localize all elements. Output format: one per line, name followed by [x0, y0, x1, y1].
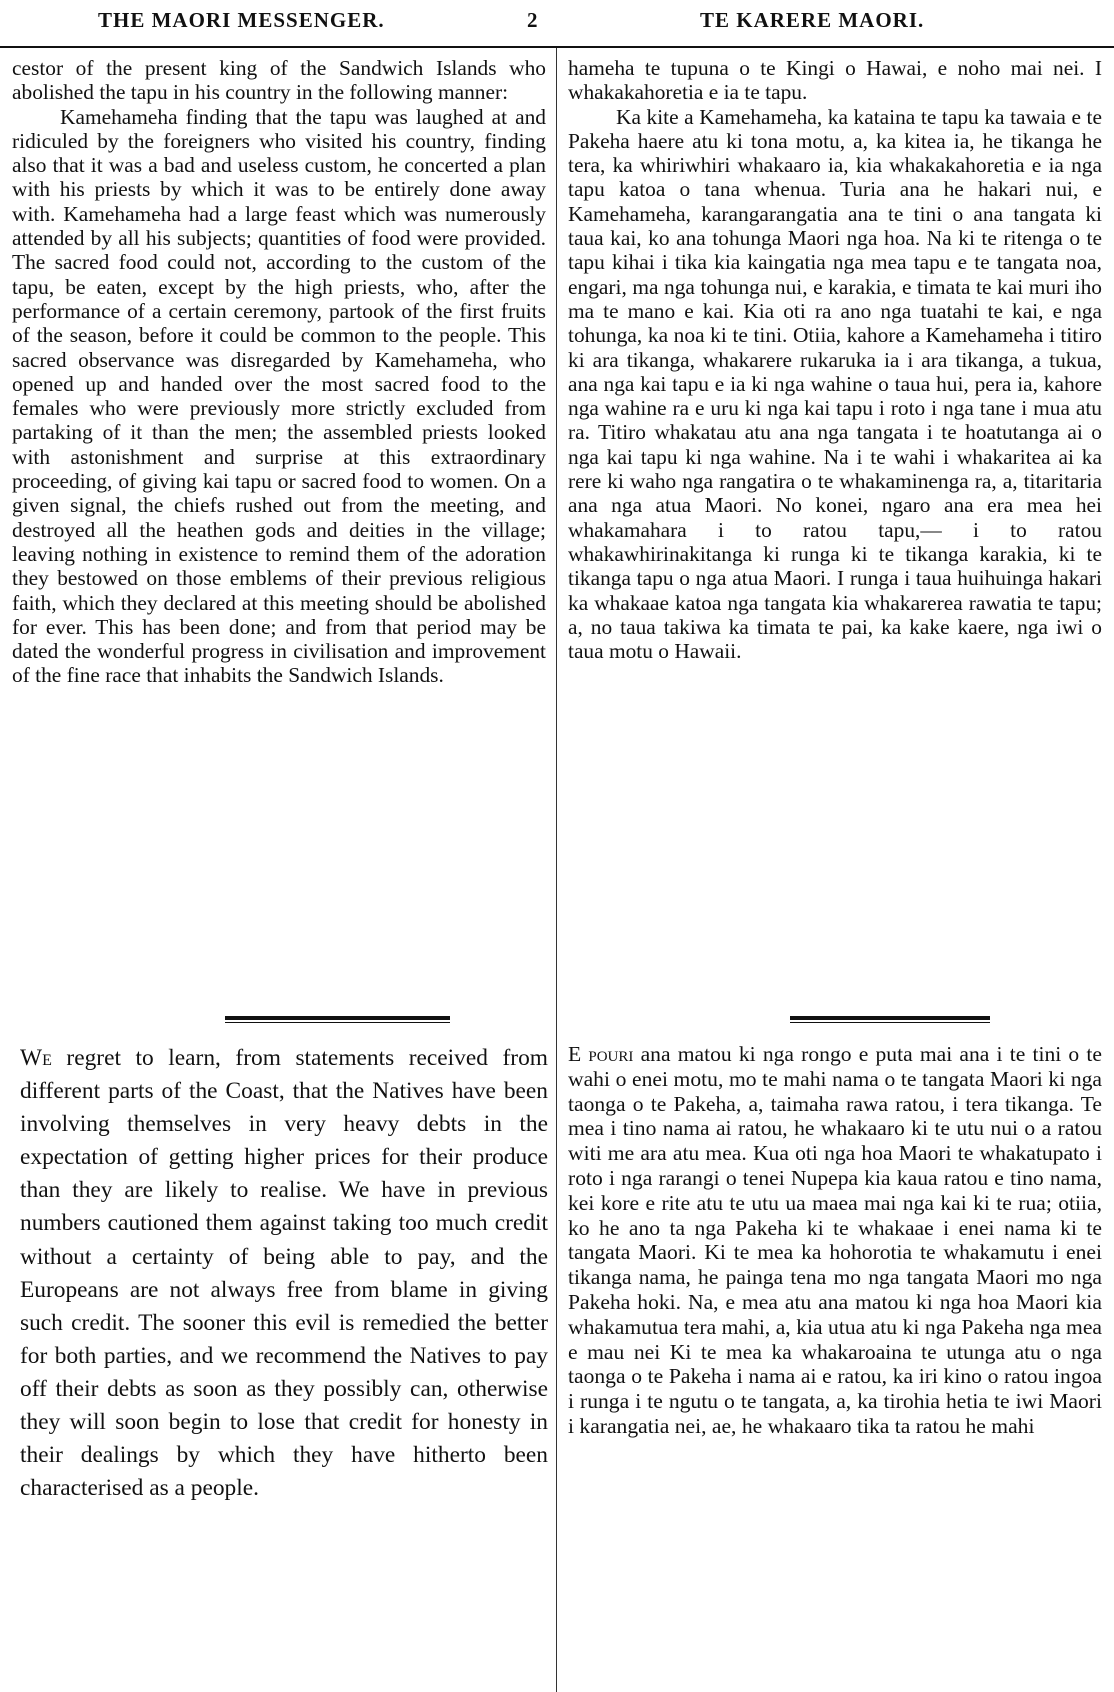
english-debts-paragraph: [20, 1042, 548, 1505]
maori-article-debts: [568, 1042, 1102, 1439]
english-article-debts: [20, 1042, 548, 1505]
page-number: 2: [527, 8, 539, 32]
english-paragraph-2: Kamehameha finding that the tapu was laughed at and ridiculed by the foreigners who visited his country, finding also that it was a bad and useless custom, he concerted a plan with his priests by which it was to be entirely done away with. Kamehameha had a large feast which was numerously attended by all his subjects; quantities of food were provided. The sacred food could not, according to the custom of the tapu, be eaten, except by the high priests, who, after the performance of a certain ceremony, partook of the first fruits of the season, before it could be common to the people. This sacred observance was disregarded by Kamehameha, who opened up and handed over the most sacred food to the females who were previously more strictly excluded from partaking of it than the men; the assembled priests looked with astonishment and surprise at this extraordinary proceeding, of giving kai tapu or sacred food to women. On a given signal, the chiefs rushed out from the meeting, and destroyed all the heathen gods and deities in the village; leaving nothing in existence to remind them of the adoration they bestowed on those emblems of their previous religious faith, which they declared at this meeting should be abolished for ever. This has been done; and from that period may be dated the wonderful progress in civilisation and improvement of the fine race that inhabits the Sandwich Islands.: [12, 104, 546, 688]
english-article-tapu: [12, 56, 546, 688]
column-divider: [556, 48, 557, 1692]
maori-paragraph-2: Ka kite a Kamehameha, ka kataina te tapu ka tawaia e te Pakeha haere atu ki tona motu, a, ka kitea ia, he tikanga he tera, ka whiriwhiri whakaaro ia, kia whakakahoretia e ia nga tapu katoa o tana whenua. Turia ana he hakari nui, e Kamehameha, karangarangatia ana te tini o ana tangata ki taua kai, ko ana tohunga Maori nga hoa. Na ki te ritenga o te tapu kihai i tika kia kaingatia nga mea tapu e te tangata noa, engari, ma nga tohunga nui, e karakia, e timata te kai muri iho ma te mano e kai. Kia oti ra ano nga tuatahi te kai, e nga tohunga, ka noa ki te tini. Otiia, kahore a Kamehameha i titiro ki ara tikanga, whakarere rukaruka ia i ara tikanga, a tukua, ana nga kai tapu e ia ki nga wahine o taua hui, pera ia, kahore nga wahine ra e uru ki nga kai tapu i roto i nga tane i mua atu ra. Titiro whakatau atu ana nga tangata i te hoatutanga ai o nga kai tapu ki nga wahine. Na i te wahi i whakaritea ai ka rere ki waho nga rangatira o te whakaminenga ra, a, titaritaria ana nga atua Maori. No konei, ngaro ana era mea hei whakamahara i to ratou tapu,— i to ratou whakawhirinakitanga ki runga ki te tikanga karakia, ki te tikanga tapu o nga atua Maori. I runga i taua huihuinga hakari ka whakaae katoa nga tangata kia whakarerea rawatia te tapu; a, no taua takiwa ka timata te pai, ka kake kaere, nga iwi o taua motu o Hawaii.: [568, 104, 1102, 664]
english-debts-text: regret to learn, from statements received from different parts of the Coast, that the Natives have been involving themselves in very heavy debts in the expectation of getting higher prices for their produce than they are likely to realise. We have in previous numbers cautioned them against taking too much credit without a certainty of being able to pay, and the Europeans are not always free from blame in giving such credit. The sooner this evil is remedied the better for both parties, and we recommend the Natives to pay off their debts as soon as they possibly can, otherwise they will soon begin to lose that credit for honesty in their dealings by which they have hitherto been characterised as a people.: [20, 1045, 548, 1502]
maori-debts-paragraph: [568, 1042, 1102, 1439]
maori-paragraph-1: hameha te tupuna o te Kingi o Hawai, e noho mai nei. I whakakahoretia e ia te tapu.: [568, 56, 1102, 105]
english-paragraph-1: cestor of the present king of the Sandwich Islands who abolished the tapu in his country in the following manner:: [12, 56, 546, 105]
maori-title: TE KARERE MAORI.: [700, 8, 925, 32]
maori-lead-caps: E pouri: [568, 1042, 634, 1066]
english-lead-caps: We: [20, 1045, 52, 1071]
english-title: THE MAORI MESSENGER.: [98, 8, 385, 32]
section-divider-maori: [790, 1016, 990, 1024]
masthead: [0, 0, 1114, 44]
maori-article-tapu: [568, 56, 1102, 663]
maori-debts-text: ana matou ki nga rongo e puta mai ana i te tini o te wahi o enei motu, mo te mahi nama o te tangata Maori ki nga taonga o te Pakeha, a, taimaha rawa ratou, i tera tikanga. Te mea i tino nama ai ratou, he whakaaro ki te utu nui o a ratou witi me ara atu mea. Kua oti nga hoa Maori te whakatupato i roto i nga rarangi o tenei Nupepa kia kaua ratou e tino nama, kei kore e rite atu te utu ua maea mai nga kai ki te rua; otiia, ko he ano ta nga Pakeha ki te whakaae i enei nama ki te tangata Maori. Ki te mea ka hohorotia te whakamutu i enei tikanga nama, he painga tena mo nga tangata Maori mo nga Pakeha hoki. Na, e mea atu ana matou ki nga hoa Maori kia whakamutua tera mahi, a, kia utua atu ki nga Pakeha nga mea e mau nei Ki te mea ka whakaroaina te utunga atu o nga taonga o te Pakeha i nama ai e ratou, ka iri kino o ratou ingoa i runga i te ngutu o te tangata, a, ka tirohia hetia te iwi Maori i karangatia nei, ae, he whakaaro tika ta ratou he mahi: [568, 1042, 1102, 1438]
section-divider-english: [225, 1016, 450, 1024]
header-rule: [0, 46, 1114, 48]
